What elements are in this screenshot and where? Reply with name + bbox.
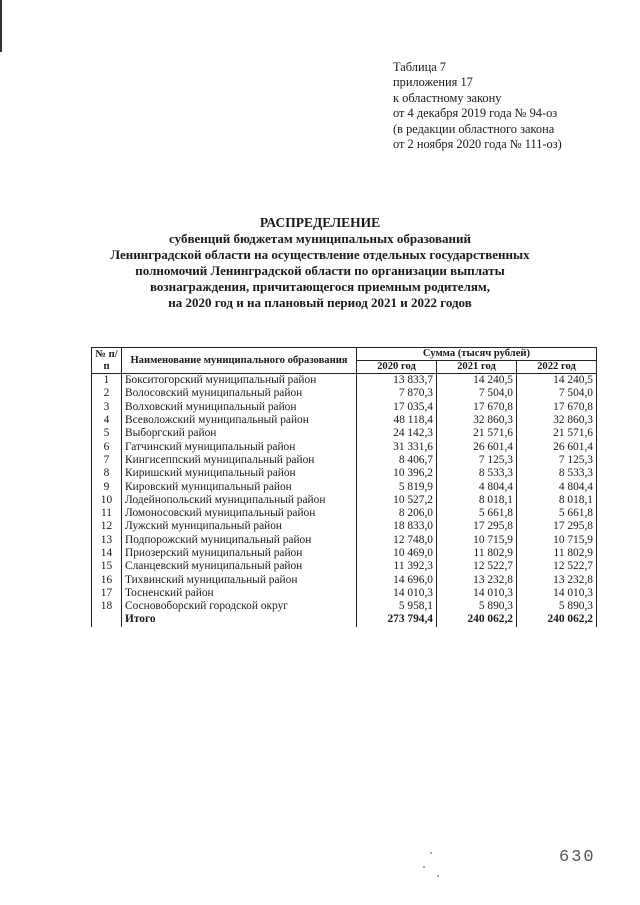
table-total-row	[92, 613, 597, 626]
table-row	[92, 387, 597, 400]
row-value-2021: 14 010,3	[437, 587, 517, 600]
row-number: 18	[92, 600, 122, 613]
row-name: Бокситогорский муниципальный район	[122, 374, 357, 388]
scan-speck	[423, 866, 425, 868]
table-row	[92, 374, 597, 388]
reference-line: от 2 ноября 2020 года № 111-оз)	[393, 137, 562, 152]
total-number-cell	[92, 613, 122, 626]
row-value-2022: 14 240,5	[517, 374, 597, 388]
table-row	[92, 560, 597, 573]
row-number: 9	[92, 480, 122, 493]
row-name: Выборгский район	[122, 427, 357, 440]
row-value-2021: 7 125,3	[437, 454, 517, 467]
row-value-2021: 13 232,8	[437, 573, 517, 586]
header-year-2020: 2020 год	[357, 361, 437, 374]
row-number: 13	[92, 534, 122, 547]
row-name: Лужский муниципальный район	[122, 520, 357, 533]
table-row	[92, 467, 597, 480]
row-value-2020: 31 331,6	[357, 440, 437, 453]
row-name: Киришский муниципальный район	[122, 467, 357, 480]
row-number: 15	[92, 560, 122, 573]
row-number: 5	[92, 427, 122, 440]
row-value-2020: 5 958,1	[357, 600, 437, 613]
header-name: Наименование муниципального образования	[122, 348, 357, 374]
row-value-2021: 17 295,8	[437, 520, 517, 533]
row-number: 11	[92, 507, 122, 520]
table-reference-block	[393, 60, 633, 152]
row-number: 2	[92, 387, 122, 400]
row-value-2020: 5 819,9	[357, 480, 437, 493]
row-name: Лодейнопольский муниципальный район	[122, 494, 357, 507]
row-name: Тихвинский муниципальный район	[122, 573, 357, 586]
reference-line: приложения 17	[393, 75, 473, 90]
header-year-2021: 2021 год	[437, 361, 517, 374]
row-value-2022: 11 802,9	[517, 547, 597, 560]
row-value-2022: 13 232,8	[517, 573, 597, 586]
row-value-2020: 10 396,2	[357, 467, 437, 480]
row-value-2022: 26 601,4	[517, 440, 597, 453]
row-value-2021: 8 018,1	[437, 494, 517, 507]
row-value-2022: 17 670,8	[517, 401, 597, 414]
title-line: Ленинградской области на осуществление отдельных государственных	[110, 247, 530, 262]
row-number: 4	[92, 414, 122, 427]
row-name: Сосновоборский городской округ	[122, 600, 357, 613]
row-number: 1	[92, 374, 122, 388]
table-row	[92, 547, 597, 560]
row-value-2022: 4 804,4	[517, 480, 597, 493]
row-name: Приозерский муниципальный район	[122, 547, 357, 560]
distribution-table	[91, 347, 597, 627]
row-value-2020: 17 035,4	[357, 401, 437, 414]
title-line: субвенций бюджетам муниципальных образований	[169, 231, 471, 246]
row-value-2020: 24 142,3	[357, 427, 437, 440]
total-value-2022: 240 062,2	[517, 613, 597, 626]
row-value-2021: 12 522,7	[437, 560, 517, 573]
row-number: 3	[92, 401, 122, 414]
header-num: № п/п	[92, 348, 122, 374]
table-row	[92, 600, 597, 613]
row-value-2022: 5 661,8	[517, 507, 597, 520]
row-value-2021: 4 804,4	[437, 480, 517, 493]
reference-line: к областному закону	[393, 90, 502, 105]
row-number: 10	[92, 494, 122, 507]
table-row	[92, 494, 597, 507]
row-value-2021: 32 860,3	[437, 414, 517, 427]
row-value-2020: 7 870,3	[357, 387, 437, 400]
table-row	[92, 454, 597, 467]
row-number: 17	[92, 587, 122, 600]
row-value-2021: 14 240,5	[437, 374, 517, 388]
row-value-2020: 18 833,0	[357, 520, 437, 533]
row-number: 7	[92, 454, 122, 467]
row-number: 6	[92, 440, 122, 453]
table-row	[92, 427, 597, 440]
row-value-2022: 17 295,8	[517, 520, 597, 533]
table-body	[92, 374, 597, 627]
row-number: 16	[92, 573, 122, 586]
title-line: полномочий Ленинградской области по организации выплаты	[135, 263, 505, 278]
row-value-2021: 5 890,3	[437, 600, 517, 613]
row-value-2021: 10 715,9	[437, 534, 517, 547]
row-value-2020: 10 469,0	[357, 547, 437, 560]
total-value-2020: 273 794,4	[357, 613, 437, 626]
row-number: 14	[92, 547, 122, 560]
table-row	[92, 401, 597, 414]
header-year-2022: 2022 год	[517, 361, 597, 374]
row-value-2020: 8 406,7	[357, 454, 437, 467]
table-row	[92, 480, 597, 493]
row-value-2022: 21 571,6	[517, 427, 597, 440]
table-row	[92, 573, 597, 586]
table-row	[92, 587, 597, 600]
document-title	[70, 215, 570, 311]
row-name: Сланцевский муниципальный район	[122, 560, 357, 573]
row-name: Тосненский район	[122, 587, 357, 600]
reference-line: (в редакции областного закона	[393, 121, 555, 136]
row-value-2021: 17 670,8	[437, 401, 517, 414]
row-value-2021: 26 601,4	[437, 440, 517, 453]
row-value-2020: 12 748,0	[357, 534, 437, 547]
header-sum: Сумма (тысяч рублей)	[357, 348, 597, 361]
row-value-2022: 8 533,3	[517, 467, 597, 480]
page-stamp: 630	[559, 848, 596, 867]
row-value-2022: 12 522,7	[517, 560, 597, 573]
row-value-2022: 7 125,3	[517, 454, 597, 467]
row-value-2022: 8 018,1	[517, 494, 597, 507]
row-name: Гатчинский муниципальный район	[122, 440, 357, 453]
row-value-2022: 10 715,9	[517, 534, 597, 547]
row-value-2021: 11 802,9	[437, 547, 517, 560]
row-value-2020: 10 527,2	[357, 494, 437, 507]
row-name: Волосовский муниципальный район	[122, 387, 357, 400]
reference-line: Таблица 7	[393, 60, 446, 74]
row-value-2020: 8 206,0	[357, 507, 437, 520]
scan-speck	[430, 852, 432, 854]
row-name: Подпорожский муниципальный район	[122, 534, 357, 547]
row-value-2020: 14 696,0	[357, 573, 437, 586]
row-value-2020: 14 010,3	[357, 587, 437, 600]
row-value-2021: 21 571,6	[437, 427, 517, 440]
row-value-2020: 11 392,3	[357, 560, 437, 573]
row-number: 12	[92, 520, 122, 533]
table-row	[92, 534, 597, 547]
table-header-row	[92, 348, 597, 361]
row-value-2021: 7 504,0	[437, 387, 517, 400]
row-name: Волховский муниципальный район	[122, 401, 357, 414]
reference-line: от 4 декабря 2019 года № 94-оз	[393, 106, 558, 121]
scan-speck	[437, 875, 439, 877]
row-value-2021: 8 533,3	[437, 467, 517, 480]
table-row	[92, 414, 597, 427]
row-value-2020: 13 833,7	[357, 374, 437, 388]
row-name: Всеволожский муниципальный район	[122, 414, 357, 427]
row-name: Кировский муниципальный район	[122, 480, 357, 493]
title-line: вознаграждения, причитающегося приемным родителям,	[149, 279, 491, 294]
row-value-2022: 7 504,0	[517, 387, 597, 400]
title-main: РАСПРЕДЕЛЕНИЕ	[259, 215, 381, 230]
table-row	[92, 520, 597, 533]
row-name: Ломоносовский муниципальный район	[122, 507, 357, 520]
row-value-2022: 14 010,3	[517, 587, 597, 600]
table-row	[92, 440, 597, 453]
scan-edge-mark	[0, 0, 2, 52]
row-value-2022: 5 890,3	[517, 600, 597, 613]
table-row	[92, 507, 597, 520]
total-label: Итого	[122, 613, 357, 626]
total-value-2021: 240 062,2	[437, 613, 517, 626]
row-value-2022: 32 860,3	[517, 414, 597, 427]
row-number: 8	[92, 467, 122, 480]
row-name: Кингисеппский муниципальный район	[122, 454, 357, 467]
row-value-2020: 48 118,4	[357, 414, 437, 427]
row-value-2021: 5 661,8	[437, 507, 517, 520]
title-line: на 2020 год и на плановый период 2021 и 2022 годов	[168, 295, 472, 310]
